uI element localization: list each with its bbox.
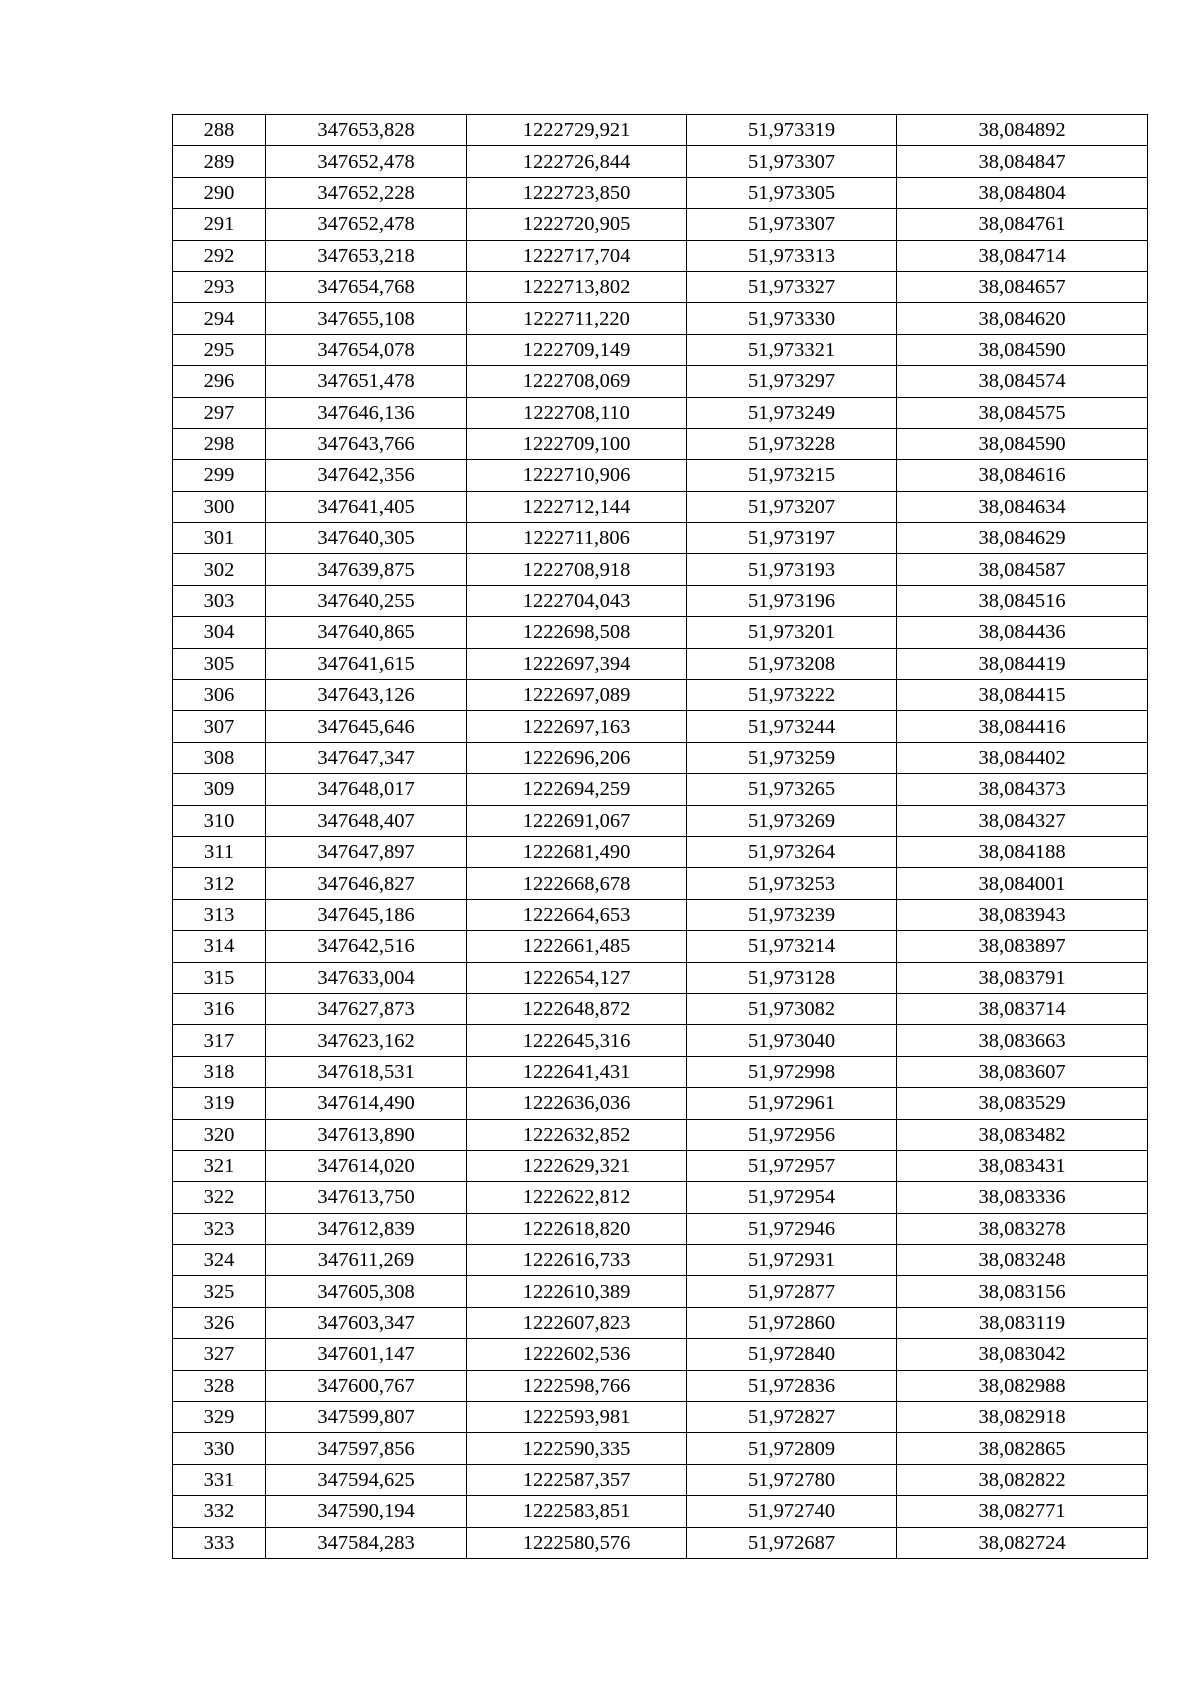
table-row — [173, 805, 1148, 836]
y-coordinate-cell: 1222636,036 — [467, 1088, 687, 1119]
latitude-cell: 51,972827 — [687, 1402, 897, 1433]
latitude-cell: 51,973193 — [687, 554, 897, 585]
y-coordinate-cell: 1222698,508 — [467, 617, 687, 648]
table-row — [173, 1276, 1148, 1307]
table-row — [173, 303, 1148, 334]
x-coordinate-cell: 347613,890 — [266, 1119, 467, 1150]
table-row — [173, 366, 1148, 397]
table-row — [173, 523, 1148, 554]
point-number-cell: 313 — [173, 899, 266, 930]
x-coordinate-cell: 347600,767 — [266, 1370, 467, 1401]
point-number-cell: 323 — [173, 1213, 266, 1244]
table-row — [173, 1088, 1148, 1119]
latitude-cell: 51,973269 — [687, 805, 897, 836]
latitude-cell: 51,973327 — [687, 271, 897, 302]
x-coordinate-cell: 347643,766 — [266, 428, 467, 459]
x-coordinate-cell: 347599,807 — [266, 1402, 467, 1433]
table-row — [173, 177, 1148, 208]
latitude-cell: 51,973264 — [687, 836, 897, 867]
table-row — [173, 491, 1148, 522]
latitude-cell: 51,972740 — [687, 1496, 897, 1527]
point-number-cell: 297 — [173, 397, 266, 428]
latitude-cell: 51,973259 — [687, 742, 897, 773]
table-row — [173, 680, 1148, 711]
x-coordinate-cell: 347641,405 — [266, 491, 467, 522]
x-coordinate-cell: 347597,856 — [266, 1433, 467, 1464]
point-number-cell: 289 — [173, 146, 266, 177]
y-coordinate-cell: 1222607,823 — [467, 1307, 687, 1338]
x-coordinate-cell: 347648,017 — [266, 774, 467, 805]
x-coordinate-cell: 347603,347 — [266, 1307, 467, 1338]
longitude-cell: 38,084575 — [897, 397, 1148, 428]
y-coordinate-cell: 1222593,981 — [467, 1402, 687, 1433]
longitude-cell: 38,084804 — [897, 177, 1148, 208]
table-row — [173, 1307, 1148, 1338]
y-coordinate-cell: 1222711,806 — [467, 523, 687, 554]
point-number-cell: 317 — [173, 1025, 266, 1056]
longitude-cell: 38,083431 — [897, 1150, 1148, 1181]
latitude-cell: 51,973297 — [687, 366, 897, 397]
longitude-cell: 38,082865 — [897, 1433, 1148, 1464]
latitude-cell: 51,973330 — [687, 303, 897, 334]
longitude-cell: 38,083897 — [897, 931, 1148, 962]
y-coordinate-cell: 1222622,812 — [467, 1182, 687, 1213]
latitude-cell: 51,973207 — [687, 491, 897, 522]
longitude-cell: 38,082822 — [897, 1464, 1148, 1495]
table-row — [173, 1339, 1148, 1370]
x-coordinate-cell: 347640,255 — [266, 585, 467, 616]
x-coordinate-cell: 347618,531 — [266, 1056, 467, 1087]
table-row — [173, 993, 1148, 1024]
y-coordinate-cell: 1222583,851 — [467, 1496, 687, 1527]
longitude-cell: 38,084590 — [897, 334, 1148, 365]
latitude-cell: 51,973249 — [687, 397, 897, 428]
y-coordinate-cell: 1222641,431 — [467, 1056, 687, 1087]
longitude-cell: 38,083714 — [897, 993, 1148, 1024]
point-number-cell: 331 — [173, 1464, 266, 1495]
x-coordinate-cell: 347645,186 — [266, 899, 467, 930]
table-row — [173, 585, 1148, 616]
y-coordinate-cell: 1222697,089 — [467, 680, 687, 711]
point-number-cell: 321 — [173, 1150, 266, 1181]
y-coordinate-cell: 1222697,394 — [467, 648, 687, 679]
y-coordinate-cell: 1222708,069 — [467, 366, 687, 397]
latitude-cell: 51,972961 — [687, 1088, 897, 1119]
point-number-cell: 328 — [173, 1370, 266, 1401]
x-coordinate-cell: 347643,126 — [266, 680, 467, 711]
table-row — [173, 1245, 1148, 1276]
longitude-cell: 38,084402 — [897, 742, 1148, 773]
y-coordinate-cell: 1222711,220 — [467, 303, 687, 334]
coordinates-table-body — [173, 115, 1148, 1559]
longitude-cell: 38,084436 — [897, 617, 1148, 648]
y-coordinate-cell: 1222708,110 — [467, 397, 687, 428]
latitude-cell: 51,973082 — [687, 993, 897, 1024]
table-row — [173, 617, 1148, 648]
y-coordinate-cell: 1222709,100 — [467, 428, 687, 459]
point-number-cell: 320 — [173, 1119, 266, 1150]
y-coordinate-cell: 1222681,490 — [467, 836, 687, 867]
latitude-cell: 51,972860 — [687, 1307, 897, 1338]
x-coordinate-cell: 347652,228 — [266, 177, 467, 208]
table-row — [173, 648, 1148, 679]
latitude-cell: 51,973201 — [687, 617, 897, 648]
table-row — [173, 1464, 1148, 1495]
x-coordinate-cell: 347651,478 — [266, 366, 467, 397]
y-coordinate-cell: 1222717,704 — [467, 240, 687, 271]
x-coordinate-cell: 347647,347 — [266, 742, 467, 773]
y-coordinate-cell: 1222723,850 — [467, 177, 687, 208]
latitude-cell: 51,973228 — [687, 428, 897, 459]
longitude-cell: 38,083482 — [897, 1119, 1148, 1150]
table-row — [173, 428, 1148, 459]
latitude-cell: 51,973244 — [687, 711, 897, 742]
latitude-cell: 51,973239 — [687, 899, 897, 930]
longitude-cell: 38,084574 — [897, 366, 1148, 397]
point-number-cell: 327 — [173, 1339, 266, 1370]
point-number-cell: 298 — [173, 428, 266, 459]
longitude-cell: 38,084419 — [897, 648, 1148, 679]
y-coordinate-cell: 1222629,321 — [467, 1150, 687, 1181]
point-number-cell: 293 — [173, 271, 266, 302]
latitude-cell: 51,972998 — [687, 1056, 897, 1087]
x-coordinate-cell: 347647,897 — [266, 836, 467, 867]
longitude-cell: 38,083607 — [897, 1056, 1148, 1087]
point-number-cell: 304 — [173, 617, 266, 648]
y-coordinate-cell: 1222704,043 — [467, 585, 687, 616]
x-coordinate-cell: 347584,283 — [266, 1527, 467, 1558]
y-coordinate-cell: 1222654,127 — [467, 962, 687, 993]
point-number-cell: 299 — [173, 460, 266, 491]
table-row — [173, 962, 1148, 993]
table-row — [173, 1056, 1148, 1087]
x-coordinate-cell: 347614,020 — [266, 1150, 467, 1181]
latitude-cell: 51,972877 — [687, 1276, 897, 1307]
point-number-cell: 294 — [173, 303, 266, 334]
table-row — [173, 146, 1148, 177]
y-coordinate-cell: 1222708,918 — [467, 554, 687, 585]
table-row — [173, 209, 1148, 240]
latitude-cell: 51,973313 — [687, 240, 897, 271]
y-coordinate-cell: 1222648,872 — [467, 993, 687, 1024]
x-coordinate-cell: 347613,750 — [266, 1182, 467, 1213]
point-number-cell: 314 — [173, 931, 266, 962]
x-coordinate-cell: 347653,828 — [266, 115, 467, 146]
y-coordinate-cell: 1222726,844 — [467, 146, 687, 177]
point-number-cell: 333 — [173, 1527, 266, 1558]
longitude-cell: 38,083119 — [897, 1307, 1148, 1338]
latitude-cell: 51,972957 — [687, 1150, 897, 1181]
latitude-cell: 51,972809 — [687, 1433, 897, 1464]
table-row — [173, 1025, 1148, 1056]
x-coordinate-cell: 347652,478 — [266, 146, 467, 177]
longitude-cell: 38,084590 — [897, 428, 1148, 459]
longitude-cell: 38,083791 — [897, 962, 1148, 993]
latitude-cell: 51,973253 — [687, 868, 897, 899]
table-row — [173, 554, 1148, 585]
y-coordinate-cell: 1222697,163 — [467, 711, 687, 742]
y-coordinate-cell: 1222590,335 — [467, 1433, 687, 1464]
table-row — [173, 868, 1148, 899]
table-row — [173, 1213, 1148, 1244]
longitude-cell: 38,083248 — [897, 1245, 1148, 1276]
point-number-cell: 326 — [173, 1307, 266, 1338]
table-row — [173, 115, 1148, 146]
latitude-cell: 51,973128 — [687, 962, 897, 993]
y-coordinate-cell: 1222729,921 — [467, 115, 687, 146]
y-coordinate-cell: 1222602,536 — [467, 1339, 687, 1370]
x-coordinate-cell: 347654,768 — [266, 271, 467, 302]
y-coordinate-cell: 1222610,389 — [467, 1276, 687, 1307]
x-coordinate-cell: 347627,873 — [266, 993, 467, 1024]
point-number-cell: 312 — [173, 868, 266, 899]
point-number-cell: 324 — [173, 1245, 266, 1276]
x-coordinate-cell: 347641,615 — [266, 648, 467, 679]
latitude-cell: 51,972956 — [687, 1119, 897, 1150]
table-row — [173, 460, 1148, 491]
longitude-cell: 38,084516 — [897, 585, 1148, 616]
longitude-cell: 38,084892 — [897, 115, 1148, 146]
point-number-cell: 303 — [173, 585, 266, 616]
x-coordinate-cell: 347646,136 — [266, 397, 467, 428]
x-coordinate-cell: 347642,356 — [266, 460, 467, 491]
table-row — [173, 1496, 1148, 1527]
longitude-cell: 38,083943 — [897, 899, 1148, 930]
longitude-cell: 38,084001 — [897, 868, 1148, 899]
y-coordinate-cell: 1222645,316 — [467, 1025, 687, 1056]
x-coordinate-cell: 347614,490 — [266, 1088, 467, 1119]
x-coordinate-cell: 347640,305 — [266, 523, 467, 554]
x-coordinate-cell: 347640,865 — [266, 617, 467, 648]
table-row — [173, 397, 1148, 428]
table-row — [173, 1150, 1148, 1181]
longitude-cell: 38,083663 — [897, 1025, 1148, 1056]
point-number-cell: 307 — [173, 711, 266, 742]
longitude-cell: 38,083529 — [897, 1088, 1148, 1119]
point-number-cell: 302 — [173, 554, 266, 585]
longitude-cell: 38,083042 — [897, 1339, 1148, 1370]
table-row — [173, 899, 1148, 930]
point-number-cell: 316 — [173, 993, 266, 1024]
y-coordinate-cell: 1222587,357 — [467, 1464, 687, 1495]
point-number-cell: 295 — [173, 334, 266, 365]
x-coordinate-cell: 347653,218 — [266, 240, 467, 271]
point-number-cell: 325 — [173, 1276, 266, 1307]
table-row — [173, 271, 1148, 302]
x-coordinate-cell: 347639,875 — [266, 554, 467, 585]
point-number-cell: 310 — [173, 805, 266, 836]
latitude-cell: 51,973307 — [687, 146, 897, 177]
longitude-cell: 38,084416 — [897, 711, 1148, 742]
y-coordinate-cell: 1222661,485 — [467, 931, 687, 962]
y-coordinate-cell: 1222668,678 — [467, 868, 687, 899]
table-row — [173, 742, 1148, 773]
latitude-cell: 51,973319 — [687, 115, 897, 146]
y-coordinate-cell: 1222709,149 — [467, 334, 687, 365]
table-row — [173, 334, 1148, 365]
latitude-cell: 51,972840 — [687, 1339, 897, 1370]
point-number-cell: 291 — [173, 209, 266, 240]
latitude-cell: 51,972836 — [687, 1370, 897, 1401]
point-number-cell: 319 — [173, 1088, 266, 1119]
latitude-cell: 51,973321 — [687, 334, 897, 365]
y-coordinate-cell: 1222664,653 — [467, 899, 687, 930]
longitude-cell: 38,084629 — [897, 523, 1148, 554]
x-coordinate-cell: 347633,004 — [266, 962, 467, 993]
y-coordinate-cell: 1222616,733 — [467, 1245, 687, 1276]
longitude-cell: 38,082771 — [897, 1496, 1148, 1527]
y-coordinate-cell: 1222580,576 — [467, 1527, 687, 1558]
latitude-cell: 51,972687 — [687, 1527, 897, 1558]
table-row — [173, 1119, 1148, 1150]
point-number-cell: 292 — [173, 240, 266, 271]
longitude-cell: 38,084761 — [897, 209, 1148, 240]
longitude-cell: 38,084714 — [897, 240, 1148, 271]
y-coordinate-cell: 1222712,144 — [467, 491, 687, 522]
table-row — [173, 240, 1148, 271]
longitude-cell: 38,084847 — [897, 146, 1148, 177]
y-coordinate-cell: 1222713,802 — [467, 271, 687, 302]
latitude-cell: 51,973222 — [687, 680, 897, 711]
point-number-cell: 329 — [173, 1402, 266, 1433]
longitude-cell: 38,084415 — [897, 680, 1148, 711]
x-coordinate-cell: 347601,147 — [266, 1339, 467, 1370]
point-number-cell: 322 — [173, 1182, 266, 1213]
longitude-cell: 38,084657 — [897, 271, 1148, 302]
point-number-cell: 318 — [173, 1056, 266, 1087]
table-row — [173, 1527, 1148, 1558]
x-coordinate-cell: 347623,162 — [266, 1025, 467, 1056]
point-number-cell: 296 — [173, 366, 266, 397]
latitude-cell: 51,973307 — [687, 209, 897, 240]
table-row — [173, 1402, 1148, 1433]
y-coordinate-cell: 1222632,852 — [467, 1119, 687, 1150]
longitude-cell: 38,082724 — [897, 1527, 1148, 1558]
x-coordinate-cell: 347642,516 — [266, 931, 467, 962]
point-number-cell: 306 — [173, 680, 266, 711]
x-coordinate-cell: 347652,478 — [266, 209, 467, 240]
table-row — [173, 836, 1148, 867]
x-coordinate-cell: 347654,078 — [266, 334, 467, 365]
longitude-cell: 38,083336 — [897, 1182, 1148, 1213]
x-coordinate-cell: 347611,269 — [266, 1245, 467, 1276]
longitude-cell: 38,084620 — [897, 303, 1148, 334]
x-coordinate-cell: 347645,646 — [266, 711, 467, 742]
latitude-cell: 51,973040 — [687, 1025, 897, 1056]
longitude-cell: 38,082988 — [897, 1370, 1148, 1401]
longitude-cell: 38,084616 — [897, 460, 1148, 491]
latitude-cell: 51,973208 — [687, 648, 897, 679]
y-coordinate-cell: 1222691,067 — [467, 805, 687, 836]
point-number-cell: 309 — [173, 774, 266, 805]
longitude-cell: 38,084634 — [897, 491, 1148, 522]
y-coordinate-cell: 1222598,766 — [467, 1370, 687, 1401]
longitude-cell: 38,084587 — [897, 554, 1148, 585]
point-number-cell: 290 — [173, 177, 266, 208]
x-coordinate-cell: 347612,839 — [266, 1213, 467, 1244]
x-coordinate-cell: 347646,827 — [266, 868, 467, 899]
point-number-cell: 301 — [173, 523, 266, 554]
x-coordinate-cell: 347655,108 — [266, 303, 467, 334]
point-number-cell: 332 — [173, 1496, 266, 1527]
point-number-cell: 315 — [173, 962, 266, 993]
longitude-cell: 38,083278 — [897, 1213, 1148, 1244]
latitude-cell: 51,973265 — [687, 774, 897, 805]
point-number-cell: 305 — [173, 648, 266, 679]
latitude-cell: 51,972780 — [687, 1464, 897, 1495]
coordinates-table — [172, 114, 1148, 1559]
point-number-cell: 288 — [173, 115, 266, 146]
x-coordinate-cell: 347594,625 — [266, 1464, 467, 1495]
point-number-cell: 300 — [173, 491, 266, 522]
longitude-cell: 38,082918 — [897, 1402, 1148, 1433]
x-coordinate-cell: 347590,194 — [266, 1496, 467, 1527]
point-number-cell: 311 — [173, 836, 266, 867]
latitude-cell: 51,972931 — [687, 1245, 897, 1276]
x-coordinate-cell: 347605,308 — [266, 1276, 467, 1307]
table-row — [173, 774, 1148, 805]
y-coordinate-cell: 1222696,206 — [467, 742, 687, 773]
y-coordinate-cell: 1222618,820 — [467, 1213, 687, 1244]
latitude-cell: 51,973215 — [687, 460, 897, 491]
y-coordinate-cell: 1222710,906 — [467, 460, 687, 491]
y-coordinate-cell: 1222720,905 — [467, 209, 687, 240]
point-number-cell: 308 — [173, 742, 266, 773]
latitude-cell: 51,972946 — [687, 1213, 897, 1244]
longitude-cell: 38,084188 — [897, 836, 1148, 867]
latitude-cell: 51,973214 — [687, 931, 897, 962]
latitude-cell: 51,972954 — [687, 1182, 897, 1213]
table-row — [173, 1433, 1148, 1464]
y-coordinate-cell: 1222694,259 — [467, 774, 687, 805]
table-row — [173, 931, 1148, 962]
table-row — [173, 1182, 1148, 1213]
table-row — [173, 711, 1148, 742]
latitude-cell: 51,973197 — [687, 523, 897, 554]
longitude-cell: 38,083156 — [897, 1276, 1148, 1307]
point-number-cell: 330 — [173, 1433, 266, 1464]
longitude-cell: 38,084373 — [897, 774, 1148, 805]
latitude-cell: 51,973196 — [687, 585, 897, 616]
longitude-cell: 38,084327 — [897, 805, 1148, 836]
latitude-cell: 51,973305 — [687, 177, 897, 208]
x-coordinate-cell: 347648,407 — [266, 805, 467, 836]
table-row — [173, 1370, 1148, 1401]
